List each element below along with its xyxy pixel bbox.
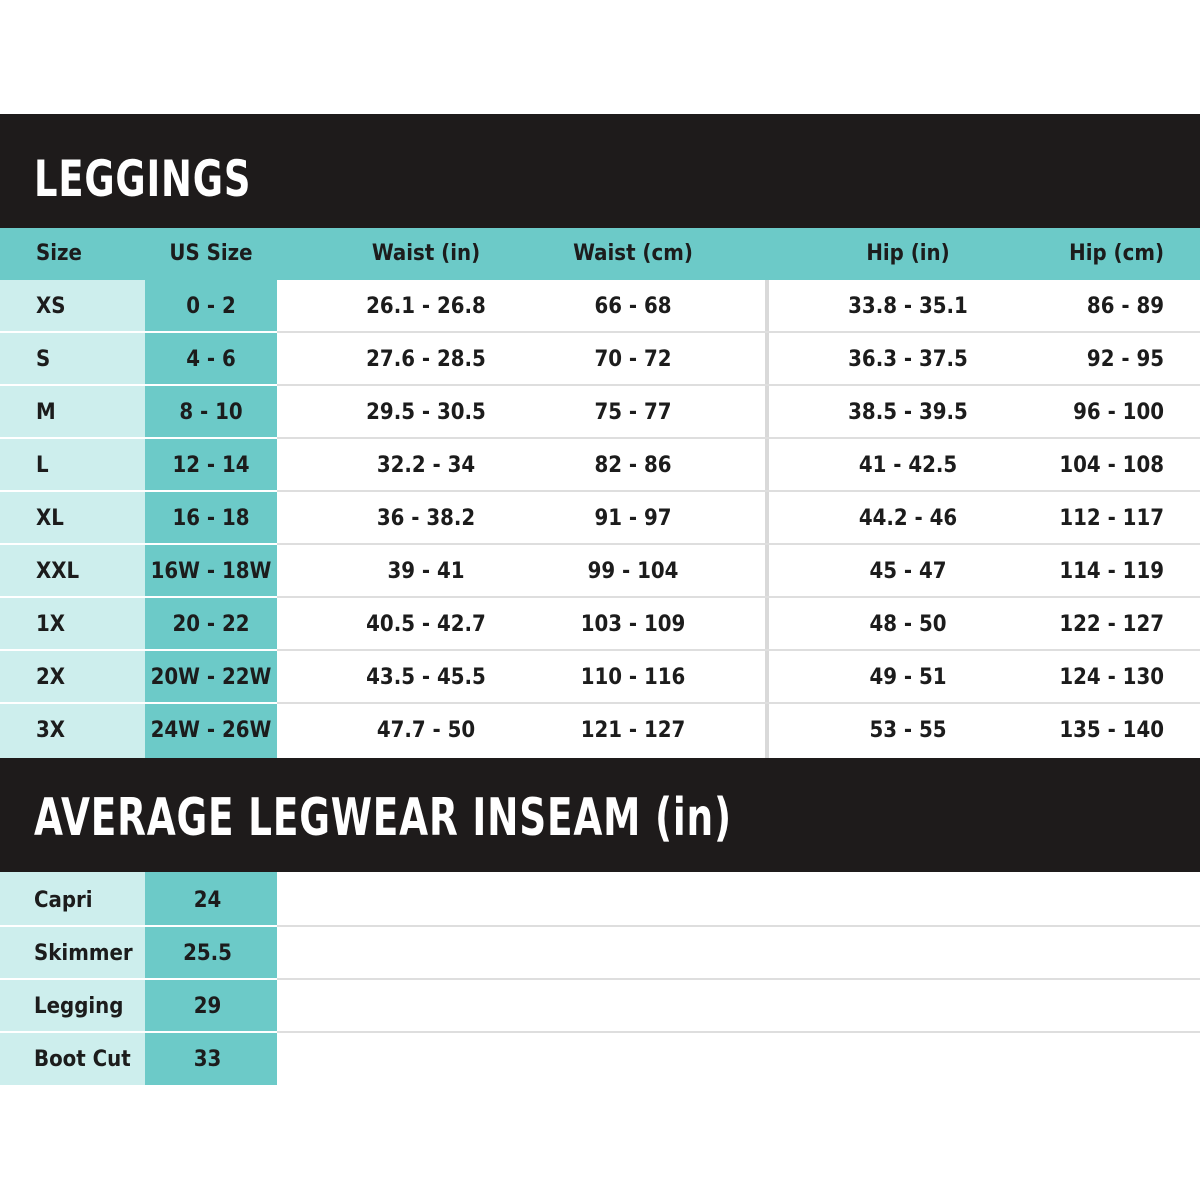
table-row [0, 439, 1200, 492]
hip-cm-cell: 112 - 117 [1059, 506, 1164, 531]
us-size-cell: 24W - 26W [150, 718, 272, 743]
header-waist-in: Waist (in) [371, 241, 481, 266]
inseam-type-cell: Boot Cut [34, 1047, 131, 1072]
inseam-type-cell: Skimmer [34, 941, 133, 966]
size-cell: M [36, 400, 56, 425]
inseam-type-cell: Capri [34, 888, 93, 913]
waist-in-cell: 26.1 - 26.8 [366, 294, 486, 319]
header-size: Size [36, 241, 82, 266]
table-row [0, 927, 1200, 980]
us-size-cell: 16 - 18 [172, 506, 250, 531]
size-cell: XL [36, 506, 64, 531]
table-row [0, 980, 1200, 1033]
table-row [0, 598, 1200, 651]
us-size-cell: 16W - 18W [150, 559, 272, 584]
waist-cm-cell: 103 - 109 [580, 612, 686, 637]
header-hip-in: Hip (in) [866, 241, 950, 266]
hip-in-cell: 44.2 - 46 [858, 506, 958, 531]
waist-in-cell: 32.2 - 34 [376, 453, 476, 478]
inseam-type-cell: Legging [34, 994, 124, 1019]
waist-in-cell: 39 - 41 [387, 559, 465, 584]
waist-cm-cell: 91 - 97 [594, 506, 672, 531]
header-hip-cm: Hip (cm) [1069, 241, 1164, 266]
waist-in-cell: 47.7 - 50 [376, 718, 476, 743]
size-cell: 2X [36, 665, 66, 690]
table-row [0, 280, 1200, 333]
size-cell: XXL [36, 559, 80, 584]
size-cell: XS [36, 294, 66, 319]
hip-cm-cell: 114 - 119 [1059, 559, 1164, 584]
hip-cm-cell: 104 - 108 [1059, 453, 1164, 478]
us-size-cell: 20 - 22 [172, 612, 250, 637]
size-cell: L [36, 453, 49, 478]
waist-cm-cell: 99 - 104 [587, 559, 679, 584]
leggings-title: LEGGINGS [34, 150, 252, 208]
inseam-value-cell: 33 [193, 1047, 222, 1072]
waist-cm-cell: 110 - 116 [580, 665, 686, 690]
table-row [0, 386, 1200, 439]
hip-in-cell: 45 - 47 [869, 559, 947, 584]
table-row [0, 492, 1200, 545]
leggings-title-band [0, 114, 1200, 228]
waist-in-cell: 27.6 - 28.5 [366, 347, 486, 372]
waist-in-cell: 29.5 - 30.5 [366, 400, 486, 425]
waist-cm-cell: 121 - 127 [580, 718, 686, 743]
hip-in-cell: 49 - 51 [869, 665, 947, 690]
hip-in-cell: 48 - 50 [869, 612, 947, 637]
us-size-cell: 20W - 22W [150, 665, 272, 690]
us-size-cell: 12 - 14 [172, 453, 250, 478]
table-row [0, 874, 1200, 927]
inseam-title: AVERAGE LEGWEAR INSEAM (in) [34, 788, 732, 848]
table-row [0, 333, 1200, 386]
waist-in-cell: 40.5 - 42.7 [366, 612, 486, 637]
table-row [0, 704, 1200, 757]
inseam-value-cell: 29 [193, 994, 222, 1019]
hip-cm-cell: 135 - 140 [1059, 718, 1164, 743]
waist-cm-cell: 75 - 77 [594, 400, 672, 425]
hip-in-cell: 33.8 - 35.1 [848, 294, 968, 319]
table-row [0, 1033, 1200, 1086]
header-us-size: US Size [169, 241, 253, 266]
hip-in-cell: 38.5 - 39.5 [848, 400, 968, 425]
waist-cm-cell: 70 - 72 [594, 347, 672, 372]
size-cell: S [36, 347, 51, 372]
hip-cm-cell: 96 - 100 [1073, 400, 1164, 425]
table-row [0, 651, 1200, 704]
hip-cm-cell: 92 - 95 [1086, 347, 1164, 372]
table-row [0, 545, 1200, 598]
waist-in-cell: 36 - 38.2 [376, 506, 476, 531]
waist-cm-cell: 66 - 68 [594, 294, 672, 319]
waist-in-cell: 43.5 - 45.5 [366, 665, 486, 690]
hip-in-cell: 53 - 55 [869, 718, 947, 743]
inseam-title-band [0, 758, 1200, 872]
inseam-value-cell: 25.5 [183, 941, 232, 966]
us-size-cell: 0 - 2 [186, 294, 236, 319]
hip-in-cell: 41 - 42.5 [858, 453, 958, 478]
leggings-header-row [0, 228, 1200, 280]
header-waist-cm: Waist (cm) [573, 241, 693, 266]
us-size-cell: 8 - 10 [179, 400, 243, 425]
us-size-cell: 4 - 6 [186, 347, 236, 372]
hip-cm-cell: 124 - 130 [1059, 665, 1164, 690]
hip-cm-cell: 86 - 89 [1086, 294, 1164, 319]
size-cell: 3X [36, 718, 66, 743]
waist-cm-cell: 82 - 86 [594, 453, 672, 478]
inseam-value-cell: 24 [193, 888, 222, 913]
size-cell: 1X [36, 612, 66, 637]
hip-in-cell: 36.3 - 37.5 [848, 347, 968, 372]
hip-cm-cell: 122 - 127 [1059, 612, 1164, 637]
